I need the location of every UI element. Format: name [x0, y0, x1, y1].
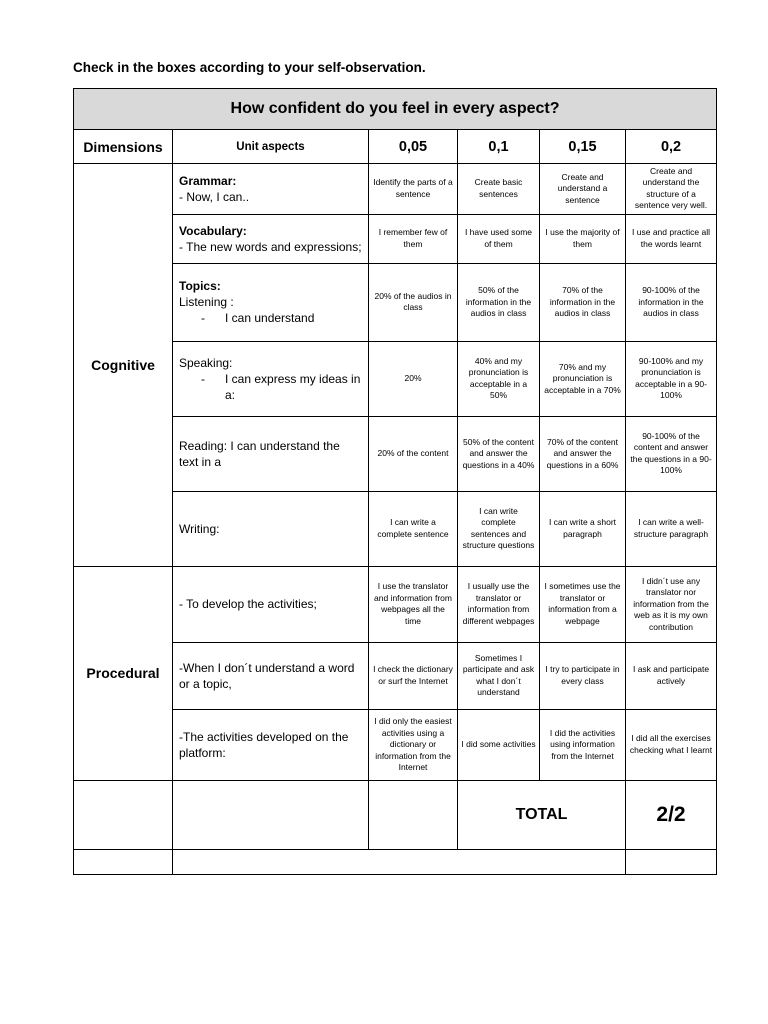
level-cell[interactable]: I can write a short paragraph: [540, 491, 626, 566]
level-cell[interactable]: I usually use the translator or information from different webpages: [458, 566, 540, 642]
level-cell[interactable]: 20% of the content: [369, 416, 458, 491]
level-cell[interactable]: 20% of the audios in class: [369, 263, 458, 341]
level-cell[interactable]: Create and understand a sentence: [540, 164, 626, 215]
header-score-0-2: 0,2: [626, 130, 717, 164]
level-cell[interactable]: 20%: [369, 341, 458, 416]
level-cell[interactable]: I use and practice all the words learnt: [626, 214, 717, 263]
aspect-bullet: [179, 310, 362, 326]
empty-cell: [173, 780, 369, 849]
aspect-heading: Grammar:: [179, 173, 237, 188]
level-cell[interactable]: I use the majority of them: [540, 214, 626, 263]
level-cell[interactable]: 50% of the information in the audios in class: [458, 263, 540, 341]
level-cell[interactable]: 70% and my pronunciation is acceptable in a 70%: [540, 341, 626, 416]
header-row: [74, 130, 717, 164]
level-cell[interactable]: Create basic sentences: [458, 164, 540, 215]
aspect-reading: [173, 416, 369, 491]
level-cell[interactable]: I have used some of them: [458, 214, 540, 263]
aspect-text: - The new words and expressions;: [179, 239, 362, 254]
aspect-listening: [173, 263, 369, 341]
level-cell[interactable]: I didn´t use any translator nor information from the web as it is my own contribution: [626, 566, 717, 642]
self-assessment-rubric-table: [73, 88, 717, 875]
aspect-bullet-text: I can express my ideas in a:: [225, 371, 361, 402]
aspect-speaking: [173, 341, 369, 416]
aspect-heading: Vocabulary:: [179, 223, 247, 238]
level-cell[interactable]: 50% of the content and answer the questions in a 40%: [458, 416, 540, 491]
dimension-cognitive: Cognitive: [74, 164, 173, 567]
level-cell[interactable]: I did only the easiest activities using a dictionary or information from the Internet: [369, 709, 458, 780]
aspect-text: -When I don´t understand a word or a topic,: [179, 660, 355, 691]
level-cell[interactable]: I use the translator and information from webpages all the time: [369, 566, 458, 642]
instruction-text: Check in the boxes according to your self-observation.: [73, 60, 426, 75]
level-cell[interactable]: I did all the exercises checking what I learnt: [626, 709, 717, 780]
level-cell[interactable]: I check the dictionary or surf the Internet: [369, 642, 458, 709]
table-row: [74, 566, 717, 642]
empty-cell: [74, 849, 173, 874]
level-cell[interactable]: 90-100% and my pronunciation is acceptable in a 90-100%: [626, 341, 717, 416]
level-cell[interactable]: 70% of the information in the audios in class: [540, 263, 626, 341]
empty-cell: [74, 780, 173, 849]
level-cell[interactable]: I can write a complete sentence: [369, 491, 458, 566]
aspect-text: - Now, I can..: [179, 189, 250, 204]
level-cell[interactable]: I did some activities: [458, 709, 540, 780]
header-score-0-1: 0,1: [458, 130, 540, 164]
aspect-develop-activities: [173, 566, 369, 642]
aspect-writing: [173, 491, 369, 566]
empty-cell: [626, 849, 717, 874]
aspect-platform-activities: [173, 709, 369, 780]
level-cell[interactable]: 90-100% of the content and answer the questions in a 90-100%: [626, 416, 717, 491]
dimension-procedural: Procedural: [74, 566, 173, 780]
table-row: [74, 164, 717, 215]
level-cell[interactable]: Sometimes I participate and ask what I don´t understand: [458, 642, 540, 709]
bullet-dash: -: [201, 311, 205, 326]
aspect-text: -The activities developed on the platform:: [179, 729, 349, 760]
level-cell[interactable]: Create and understand the structure of a sentence very well.: [626, 164, 717, 215]
bullet-dash: -: [201, 371, 205, 386]
header-score-0-05: 0,05: [369, 130, 458, 164]
aspect-bullet: [179, 371, 362, 403]
level-cell[interactable]: 40% and my pronunciation is acceptable in a 50%: [458, 341, 540, 416]
aspect-heading: Topics:: [179, 279, 221, 294]
aspect-vocabulary: [173, 214, 369, 263]
level-cell[interactable]: I ask and participate actively: [626, 642, 717, 709]
empty-row: [74, 849, 717, 874]
aspect-grammar: [173, 164, 369, 215]
level-cell[interactable]: 90-100% of the information in the audios in class: [626, 263, 717, 341]
title-row: [74, 89, 717, 130]
level-cell[interactable]: 70% of the content and answer the questions in a 60%: [540, 416, 626, 491]
header-dimensions: Dimensions: [74, 130, 173, 164]
level-cell[interactable]: I can write a well-structure paragraph: [626, 491, 717, 566]
header-score-0-15: 0,15: [540, 130, 626, 164]
level-cell[interactable]: I remember few of them: [369, 214, 458, 263]
aspect-text: - To develop the activities;: [179, 597, 317, 612]
level-cell[interactable]: I can write complete sentences and structure questions: [458, 491, 540, 566]
level-cell[interactable]: I try to participate in every class: [540, 642, 626, 709]
total-row: [74, 780, 717, 849]
aspect-bullet-text: I can understand: [225, 311, 315, 326]
empty-cell: [369, 780, 458, 849]
level-cell[interactable]: I sometimes use the translator or information from a webpage: [540, 566, 626, 642]
aspect-understanding: [173, 642, 369, 709]
aspect-text: Speaking:: [179, 355, 233, 370]
aspect-text: Writing:: [179, 521, 220, 536]
total-label: TOTAL: [458, 780, 626, 849]
level-cell[interactable]: Identify the parts of a sentence: [369, 164, 458, 215]
aspect-text: Listening :: [179, 295, 234, 310]
table-title: How confident do you feel in every aspect?: [74, 89, 717, 130]
total-value[interactable]: 2/2: [626, 780, 717, 849]
empty-cell: [173, 849, 626, 874]
aspect-text: Reading: I can understand the text in a: [179, 438, 340, 469]
level-cell[interactable]: I did the activities using information from the Internet: [540, 709, 626, 780]
header-unit-aspects: Unit aspects: [173, 130, 369, 164]
